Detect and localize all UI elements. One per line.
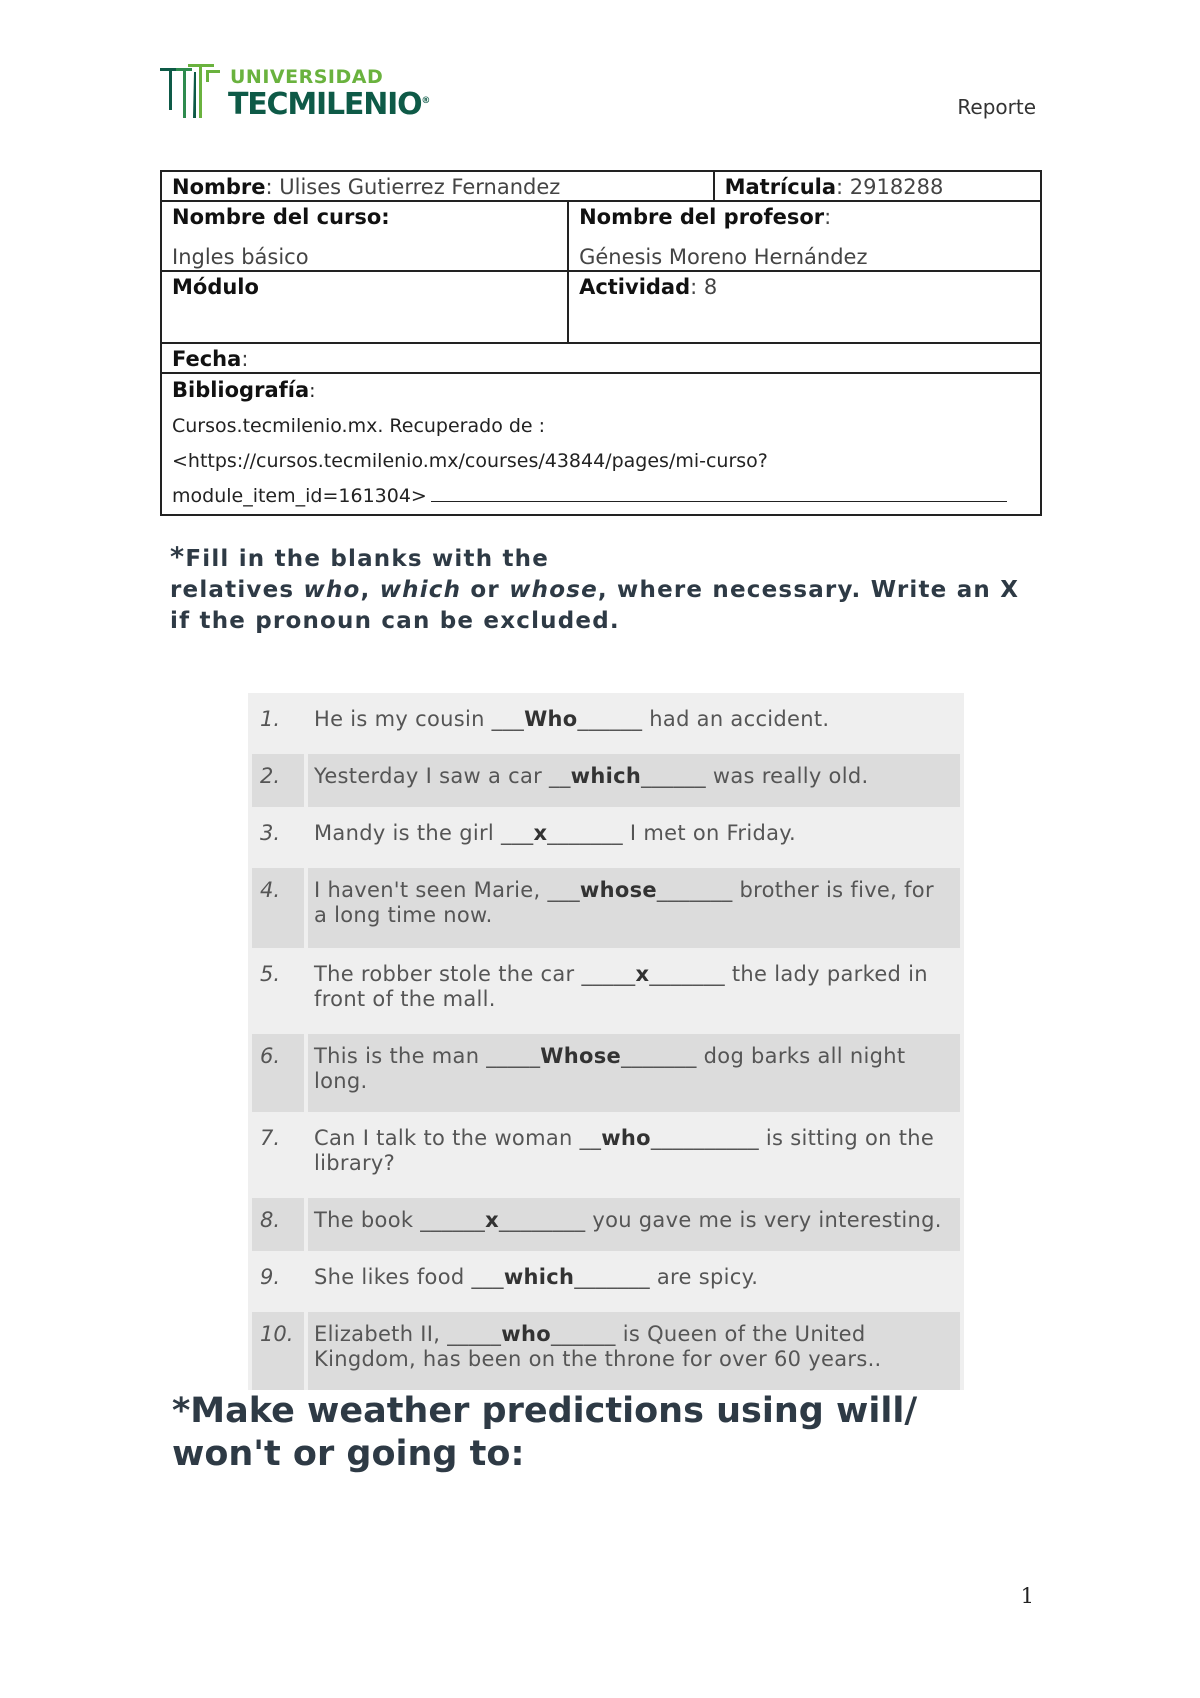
- curso-label: Nombre del curso:: [172, 205, 390, 229]
- info-row-name: [161, 171, 1041, 201]
- student-info-table: [160, 170, 1042, 516]
- exercise-answer: who: [501, 1322, 551, 1346]
- exercise-answer: which: [503, 1265, 575, 1289]
- exercise-row: [248, 1112, 964, 1194]
- bibliografia-cell: [161, 373, 1041, 515]
- exercise-row: [248, 1251, 964, 1308]
- profesor-cell: [568, 201, 1041, 271]
- exercise-row: [248, 1030, 964, 1112]
- exercise-number: 4.: [252, 868, 304, 948]
- exercise-sentence: The robber stole the car _____x_______ the lady parked in front of the mall.: [314, 962, 928, 1011]
- info-row-date: [161, 343, 1041, 373]
- exercise-number: 6.: [252, 1034, 304, 1112]
- fecha-label: Fecha: [172, 347, 242, 371]
- bibliografia-line-2: <https://cursos.tecmilenio.mx/courses/43844/pages/mi-curso?: [172, 450, 768, 472]
- exercise-table: [248, 693, 964, 1390]
- exercise-sentence: She likes food ___which_______ are spicy.: [314, 1265, 759, 1289]
- curso-cell: [161, 201, 568, 271]
- exercise-answer: which: [570, 764, 642, 788]
- exercise-answer: Whose: [540, 1044, 622, 1068]
- logo-text-bottom: TECMILENIO®: [228, 87, 431, 122]
- exercise-number: 2.: [252, 754, 304, 807]
- exercise-number: 9.: [260, 1265, 281, 1289]
- exercise-sentence: Can I talk to the woman __who__________ is sitting on the library?: [314, 1126, 935, 1175]
- actividad-label: Actividad: [579, 275, 691, 299]
- exercise-sentence: The book ______x________ you gave me is very interesting.: [308, 1198, 960, 1251]
- matricula-label: Matrícula: [724, 175, 837, 199]
- fill-blanks-instructions: *Fill in the blanks with the relatives who, which or whose, where necessary. Write an X if the pronoun can be excluded.: [170, 542, 1020, 634]
- exercise-sentence: I haven't seen Marie, ___whose_______ brother is five, for a long time now.: [308, 868, 960, 948]
- modulo-label: Módulo: [172, 275, 259, 299]
- matricula-cell: [714, 171, 1041, 201]
- page-number: 1: [1020, 1584, 1034, 1608]
- profesor-label: Nombre del profesor: [579, 205, 825, 229]
- exercise-number: 7.: [260, 1126, 281, 1150]
- bibliografia-label: Bibliografía: [172, 378, 310, 402]
- profesor-value: Génesis Moreno Hernández: [579, 245, 868, 269]
- exercise-answer: x: [635, 962, 650, 986]
- curso-value: Ingles básico: [172, 245, 309, 269]
- exercise-number: 8.: [252, 1198, 304, 1251]
- logo-emblem-icon: [158, 62, 222, 122]
- exercise-row: [248, 948, 964, 1030]
- exercise-sentence: He is my cousin ___Who______ had an accident.: [314, 707, 830, 731]
- nombre-label: Nombre: [172, 175, 266, 199]
- exercise-sentence: Elizabeth II, _____who______ is Queen of the United Kingdom, has been on the throne for over 60 years..: [308, 1312, 960, 1390]
- university-logo: [158, 60, 458, 124]
- exercise-number: 1.: [260, 707, 281, 731]
- exercise-row: [248, 864, 964, 948]
- exercise-answer: who: [601, 1126, 651, 1150]
- bibliografia-colon: :: [309, 380, 316, 402]
- actividad-value: : 8: [690, 275, 718, 299]
- report-label: Reporte: [957, 95, 1036, 119]
- bibliografia-line-3: module_item_id=161304>: [172, 479, 1030, 514]
- matricula-value: : 2918288: [836, 175, 944, 199]
- exercise-row: [248, 750, 964, 807]
- fecha-cell: [161, 343, 1041, 373]
- exercise-row: [248, 693, 964, 750]
- actividad-cell: [568, 271, 1041, 343]
- exercise-sentence: This is the man _____Whose_______ dog barks all night long.: [308, 1034, 960, 1112]
- exercise-row: [248, 1308, 964, 1390]
- exercise-sentence: Yesterday I saw a car __which______ was really old.: [308, 754, 960, 807]
- exercise-number: 10.: [252, 1312, 304, 1390]
- exercise-answer: Who: [524, 707, 578, 731]
- exercise-row: [248, 807, 964, 864]
- nombre-value: : Ulises Gutierrez Fernandez: [265, 175, 561, 199]
- fecha-colon: :: [241, 347, 249, 371]
- profesor-colon: :: [824, 205, 832, 229]
- exercise-answer: x: [485, 1208, 499, 1232]
- exercise-number: 5.: [260, 962, 281, 986]
- exercise-answer: whose: [579, 878, 657, 902]
- weather-predictions-heading: *Make weather predictions using will/ won't or going to:: [172, 1391, 918, 1474]
- exercise-sentence: Mandy is the girl ___x_______ I met on Friday.: [314, 821, 796, 845]
- exercise-row: [248, 1194, 964, 1251]
- bibliografia-line-1: Cursos.tecmilenio.mx. Recuperado de :: [172, 415, 546, 437]
- info-row-course: [161, 201, 1041, 271]
- exercise-answer: x: [533, 821, 548, 845]
- nombre-cell: [161, 171, 714, 201]
- info-row-bibliography: [161, 373, 1041, 515]
- logo-text-top: UNIVERSIDAD: [230, 66, 384, 88]
- modulo-cell: [161, 271, 568, 343]
- exercise-number: 3.: [260, 821, 281, 845]
- info-row-module: [161, 271, 1041, 343]
